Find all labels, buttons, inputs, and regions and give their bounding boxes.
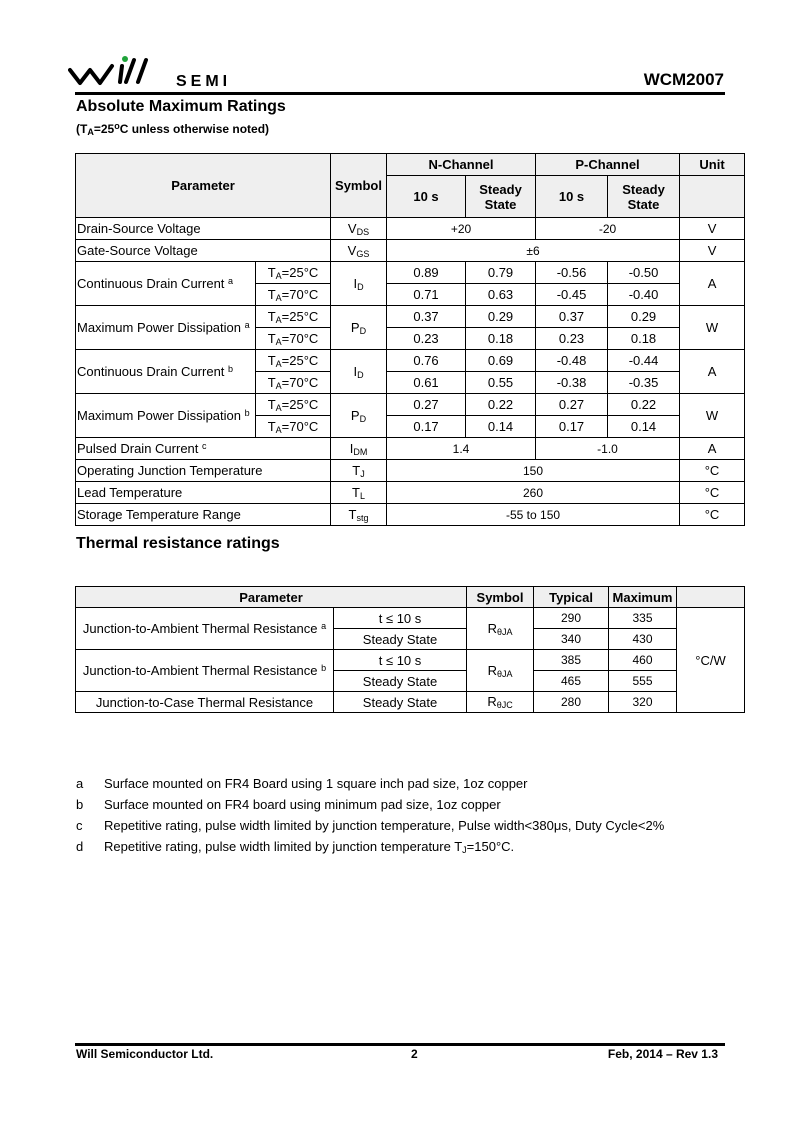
condition-cell (256, 350, 331, 372)
value-cell: -0.48 (536, 350, 608, 372)
condition-cell (256, 416, 331, 438)
param-label: Operating Junction Temperature (76, 460, 331, 482)
label-text: Junction-to-Ambient Thermal Resistance (82, 621, 322, 636)
value-cell: 460 (609, 650, 677, 671)
part-number: WCM2007 (643, 70, 724, 89)
footnote-ref: a (244, 320, 250, 330)
unit-cell: V (680, 218, 745, 240)
unit-cell: V (680, 240, 745, 262)
temp: =70°C (281, 330, 319, 346)
param-label: Gate-Source Voltage (76, 240, 331, 262)
value-cell: 0.29 (466, 306, 536, 328)
steady-text: Steady (622, 181, 665, 197)
sym: T (348, 506, 357, 522)
col-n-steady (466, 176, 536, 218)
param-label (76, 262, 256, 306)
sym: R (487, 694, 497, 709)
value-cell: 385 (534, 650, 609, 671)
table-row (76, 262, 745, 284)
footnote-ref: b (321, 663, 327, 673)
section-title-absolute-max: Absolute Maximum Ratings (76, 98, 286, 115)
state-text: State (627, 196, 660, 212)
col-symbol: Symbol (467, 587, 534, 608)
value-cell: 340 (534, 629, 609, 650)
symbol-cell (467, 608, 534, 650)
ta-sub: A (275, 270, 282, 281)
ta-sub: A (275, 314, 282, 325)
footnote-d (76, 839, 514, 855)
col-parameter: Parameter (76, 154, 331, 218)
label-text: Junction-to-Ambient Thermal Resistance (82, 663, 322, 678)
ta: T (267, 330, 276, 346)
value-cell: 260 (387, 482, 680, 504)
value-cell: 0.27 (536, 394, 608, 416)
table-row (76, 394, 745, 416)
symbol-cell (331, 394, 387, 438)
value-cell: 0.63 (466, 284, 536, 306)
value-cell: 1.4 (387, 438, 536, 460)
symbol-cell (331, 306, 387, 350)
ta: T (267, 418, 276, 434)
footnote-key: b (76, 797, 84, 812)
footnote-text: Repetitive rating, pulse width limited by junction temperature, Pulse width<380μs, Duty Cycle<2% (104, 818, 665, 833)
ta-sub: A (275, 424, 282, 435)
col-p-10s: 10 s (536, 176, 608, 218)
label-text: Maximum Power Dissipation (77, 320, 245, 335)
symbol-cell (331, 482, 387, 504)
sym-sub: L (359, 490, 365, 501)
value-cell: 0.17 (536, 416, 608, 438)
symbol-cell (331, 218, 387, 240)
param-label: Storage Temperature Range (76, 504, 331, 526)
footnote-ref: b (244, 408, 250, 418)
ta-sub: A (275, 380, 282, 391)
unit-cell: °C (680, 504, 745, 526)
col-n-channel: N-Channel (387, 154, 536, 176)
sym: I (353, 363, 358, 379)
temp: =70°C (281, 418, 319, 434)
footer-date-revision: Feb, 2014 – Rev 1.3 (607, 1047, 718, 1061)
temp: =25°C (281, 308, 319, 324)
value-cell: 335 (609, 608, 677, 629)
value-cell: 0.61 (387, 372, 466, 394)
col-unit-blank (680, 176, 745, 218)
table-row (76, 350, 745, 372)
value-cell: 0.22 (466, 394, 536, 416)
value-cell: -0.35 (608, 372, 680, 394)
temp: =70°C (281, 286, 319, 302)
ta: T (267, 396, 276, 412)
sym: T (352, 484, 360, 500)
value-cell: -0.50 (608, 262, 680, 284)
temp: =25°C (281, 396, 319, 412)
value-cell: -1.0 (536, 438, 680, 460)
note-text: C unless otherwise noted) (119, 122, 270, 136)
condition-cell (256, 394, 331, 416)
footnote-text: =150°C. (466, 839, 515, 854)
footnote-a (76, 776, 527, 791)
param-label (76, 438, 331, 460)
sym: I (349, 440, 354, 456)
footnote-c (76, 818, 664, 833)
value-cell: -0.38 (536, 372, 608, 394)
sym-sub: DS (356, 226, 370, 237)
temp: =25°C (281, 264, 319, 280)
param-label: Junction-to-Case Thermal Resistance (76, 692, 334, 713)
value-cell: -20 (536, 218, 680, 240)
value-cell: 0.23 (536, 328, 608, 350)
steady-text: Steady (479, 181, 522, 197)
footnote-ref: a (321, 621, 327, 631)
unit-cell: A (680, 262, 745, 306)
value-cell: 0.23 (387, 328, 466, 350)
ta-sub: A (275, 402, 282, 413)
value-cell: -0.44 (608, 350, 680, 372)
label-text: Continuous Drain Current (77, 276, 229, 291)
symbol-cell (331, 350, 387, 394)
state-text: State (484, 196, 517, 212)
footnote-text: Repetitive rating, pulse width limited by junction temperature T (104, 839, 463, 854)
value-cell: 150 (387, 460, 680, 482)
note-text: (T (76, 122, 88, 136)
param-label (76, 650, 334, 692)
sym-sub: D (359, 413, 367, 424)
value-cell: -0.40 (608, 284, 680, 306)
sym: V (347, 220, 357, 236)
label-text: Pulsed Drain Current (77, 441, 202, 456)
footnote-ref: b (228, 364, 234, 374)
col-p-channel: P-Channel (536, 154, 680, 176)
table-row (76, 504, 745, 526)
value-cell: 0.79 (466, 262, 536, 284)
footnote-ref: c (202, 441, 207, 451)
param-label (76, 394, 256, 438)
value-cell: -0.56 (536, 262, 608, 284)
sym: V (347, 242, 357, 258)
unit-cell: A (680, 438, 745, 460)
value-cell: 0.29 (608, 306, 680, 328)
value-cell: +20 (387, 218, 536, 240)
symbol-cell (331, 460, 387, 482)
footer-rule (75, 1043, 725, 1046)
col-typical: Typical (534, 587, 609, 608)
sym: P (350, 319, 360, 335)
ta: T (267, 352, 276, 368)
footer-company: Will Semiconductor Ltd. (76, 1047, 214, 1061)
col-p-steady (608, 176, 680, 218)
absolute-max-table (75, 153, 745, 526)
label-text: Maximum Power Dissipation (77, 408, 245, 423)
value-cell: 0.55 (466, 372, 536, 394)
header-rule (75, 92, 725, 95)
table-row (76, 482, 745, 504)
sym-sub: θJA (496, 626, 513, 637)
value-cell: 0.69 (466, 350, 536, 372)
footnote-key: a (76, 776, 84, 791)
unit-cell: W (680, 394, 745, 438)
table-row (76, 240, 745, 262)
value-cell: 0.14 (466, 416, 536, 438)
footnote-ref: a (228, 276, 234, 286)
param-label: Drain-Source Voltage (76, 218, 331, 240)
ta: T (267, 374, 276, 390)
symbol-cell (331, 240, 387, 262)
sym-sub: D (357, 281, 364, 292)
condition-cell (256, 306, 331, 328)
value-cell: 0.14 (608, 416, 680, 438)
param-label (76, 306, 256, 350)
note-sub: A (87, 127, 94, 137)
value-cell: 280 (534, 692, 609, 713)
ta-sub: A (275, 336, 282, 347)
table-row (76, 650, 745, 671)
note-text: =25 (93, 122, 115, 136)
col-n-10s: 10 s (387, 176, 466, 218)
condition-cell: t ≤ 10 s (334, 608, 467, 629)
value-cell: 290 (534, 608, 609, 629)
sym: T (352, 462, 361, 478)
symbol-cell (331, 262, 387, 306)
unit-cell: °C (680, 482, 745, 504)
sym-sub: D (357, 369, 364, 380)
header-row (76, 154, 745, 176)
condition-cell: Steady State (334, 692, 467, 713)
condition-cell: Steady State (334, 629, 467, 650)
temp: =70°C (281, 374, 319, 390)
col-parameter: Parameter (76, 587, 467, 608)
param-label: Lead Temperature (76, 482, 331, 504)
condition-cell: t ≤ 10 s (334, 650, 467, 671)
value-cell: -0.45 (536, 284, 608, 306)
symbol-cell (467, 650, 534, 692)
value-cell: 0.37 (387, 306, 466, 328)
symbol-cell (467, 692, 534, 713)
conditions-note (76, 121, 269, 137)
sym-sub: θJC (496, 700, 513, 710)
temp: =25°C (281, 352, 319, 368)
value-cell: 0.71 (387, 284, 466, 306)
sym: R (487, 662, 497, 678)
table-row (76, 460, 745, 482)
thermal-resistance-table (75, 586, 745, 713)
col-unit: Unit (680, 154, 745, 176)
sym-sub: DM (353, 446, 368, 457)
ta: T (267, 264, 276, 280)
label-text: Continuous Drain Current (77, 364, 229, 379)
sym: P (350, 407, 360, 423)
footnote-key: d (76, 839, 84, 854)
note-sup: o (114, 121, 120, 131)
footnote-text: Surface mounted on FR4 Board using 1 square inch pad size, 1oz copper (104, 776, 528, 791)
header-row (76, 587, 745, 608)
value-cell: 430 (609, 629, 677, 650)
symbol-cell (331, 504, 387, 526)
section-title-thermal: Thermal resistance ratings (76, 535, 280, 552)
table-row (76, 608, 745, 629)
col-maximum: Maximum (609, 587, 677, 608)
unit-cell: °C/W (677, 608, 745, 713)
value-cell: 0.37 (536, 306, 608, 328)
value-cell: 555 (609, 671, 677, 692)
unit-cell: W (680, 306, 745, 350)
condition-cell (256, 328, 331, 350)
condition-cell (256, 262, 331, 284)
table-row (76, 218, 745, 240)
param-label (76, 608, 334, 650)
value-cell: -55 to 150 (387, 504, 680, 526)
param-label (76, 350, 256, 394)
footnote-sub: J (462, 845, 467, 855)
table-row (76, 438, 745, 460)
value-cell: 320 (609, 692, 677, 713)
sym-sub: stg (356, 512, 369, 523)
value-cell: 0.18 (608, 328, 680, 350)
value-cell: 0.17 (387, 416, 466, 438)
table-row (76, 692, 745, 713)
sym-sub: θJA (496, 668, 513, 679)
value-cell: 0.27 (387, 394, 466, 416)
brand-text: SEMI (176, 73, 232, 90)
sym: R (487, 620, 497, 636)
unit-cell: A (680, 350, 745, 394)
table-row (76, 306, 745, 328)
ta-sub: A (275, 292, 282, 303)
value-cell: 0.18 (466, 328, 536, 350)
sym: I (353, 275, 358, 291)
ta: T (267, 286, 276, 302)
footnote-b (76, 797, 501, 812)
will-semi-logo (68, 56, 258, 90)
value-cell: 0.22 (608, 394, 680, 416)
ta-sub: A (275, 358, 282, 369)
col-symbol: Symbol (331, 154, 387, 218)
value-cell: 0.76 (387, 350, 466, 372)
condition-cell (256, 372, 331, 394)
symbol-cell (331, 438, 387, 460)
value-cell: 465 (534, 671, 609, 692)
value-cell: ±6 (387, 240, 680, 262)
footnote-key: c (76, 818, 83, 833)
value-cell: 0.89 (387, 262, 466, 284)
footnote-text: Surface mounted on FR4 board using minimum pad size, 1oz copper (104, 797, 501, 812)
unit-cell: °C (680, 460, 745, 482)
sym-sub: J (360, 468, 365, 479)
sym-sub: D (359, 325, 367, 336)
footer-page-number: 2 (411, 1047, 418, 1061)
condition-cell: Steady State (334, 671, 467, 692)
sym-sub: GS (356, 248, 370, 259)
col-unit-blank (677, 587, 745, 608)
condition-cell (256, 284, 331, 306)
ta: T (267, 308, 276, 324)
